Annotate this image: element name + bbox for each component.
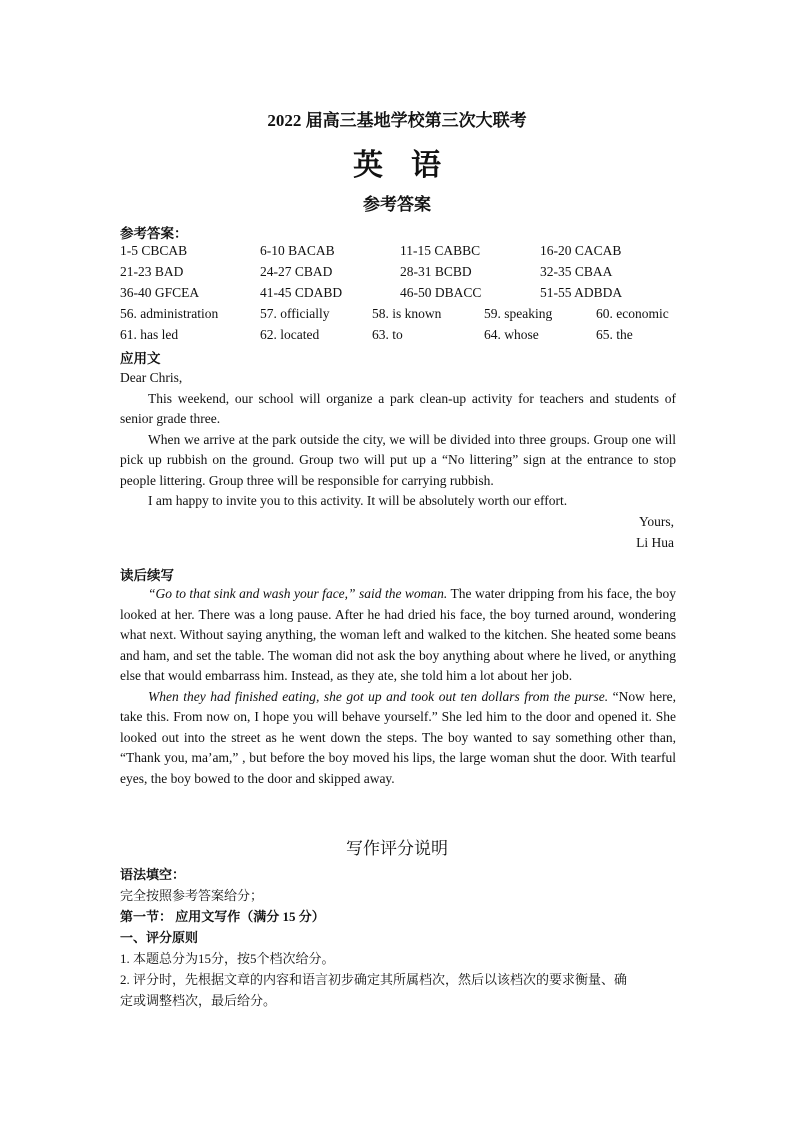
scoring-title: 写作评分说明 (346, 839, 448, 858)
rule-item: 2. 评分时，先根据文章的内容和语言初步确定其所属档次，然后以该档次的要求衡量、确 (120, 972, 628, 987)
answer-cell: 11-15 CABBC (400, 243, 481, 258)
answer-row (120, 306, 690, 327)
continuation-label: 读后续写 (120, 568, 174, 583)
grammar-text: 完全按照参考答案给分； (120, 888, 264, 903)
answer-cell: 60. economic (596, 306, 669, 321)
principles-heading: 一、评分原则 (120, 930, 199, 945)
exam-title: 2022 届高三基地学校第三次大联考 (267, 111, 527, 130)
continuation-opening-sentence: When they had finished eating, she got up and took out ten dollars from the purse. (148, 688, 609, 704)
answer-row (120, 243, 690, 264)
continuation-body (120, 584, 676, 789)
answer-row (120, 285, 690, 306)
answer-cell: 58. is known (372, 306, 442, 321)
letter-greeting: Dear Chris, (120, 370, 183, 385)
answer-row (120, 327, 690, 348)
continuation-text: The water dripping from his face, the boy looked at her. There was a long pause. After he had dried his face, the boy turned around, wondering what next. Without saying anything, the woman left and walked to the kitchen. She heated some beans and ham, and set the table. The woman did not ask the boy anything about where he lived, or anything else that would embarrass him. Instead, as they ate, she told him a lot about her job. (120, 586, 676, 683)
answer-cell: 57. officially (260, 306, 330, 321)
continuation-opening-sentence: “Go to that sink and wash your face,” said the woman. (148, 586, 448, 601)
answer-row (120, 264, 690, 285)
letter-paragraph: This weekend, our school will organize a park clean-up activity for teachers and students of senior grade three. (120, 390, 676, 426)
answer-cell: 41-45 CDABD (260, 285, 343, 300)
answer-cell: 1-5 CBCAB (120, 243, 188, 258)
answer-cell: 6-10 BACAB (260, 243, 335, 258)
continuation-paragraph (120, 687, 676, 790)
answers-label: 参考答案： (120, 226, 188, 241)
letter-paragraph: When we arrive at the park outside the city, we will be divided into three groups. Group one will pick up rubbish on the ground. Group two will put up a “No littering” sign at the entrance to stop people littering. Group three will be responsible for carrying rubbish. (120, 431, 676, 488)
letter-paragraph: I am happy to invite you to this activity. It will be absolutely worth our effort. (148, 493, 568, 508)
answer-cell: 32-35 CBAA (540, 264, 613, 279)
answer-cell: 21-23 BAD (120, 264, 184, 279)
section-one-heading: 第一节： 应用文写作（满分 15 分） (120, 909, 325, 924)
answer-cell: 56. administration (120, 306, 219, 321)
grammar-label: 语法填空： (120, 867, 186, 882)
answer-cell: 51-55 ADBDA (540, 285, 623, 300)
applied-writing-label: 应用文 (120, 351, 161, 366)
subject-title: 英语 (353, 149, 469, 182)
rule-item: 1. 本题总分为15分，按5个档次给分。 (120, 951, 335, 966)
answer-heading: 参考答案 (363, 195, 431, 214)
answer-cell: 61. has led (120, 327, 179, 342)
letter-signature: Li Hua (636, 535, 674, 550)
answer-cell: 24-27 CBAD (260, 264, 333, 279)
answer-cell: 65. the (596, 327, 633, 342)
letter-closing: Yours, (638, 514, 674, 529)
answer-cell: 64. whose (484, 327, 539, 342)
answer-cell: 46-50 DBACC (400, 285, 482, 300)
letter-body (120, 368, 676, 512)
answer-cell: 28-31 BCBD (400, 264, 472, 279)
answer-grid (120, 243, 690, 348)
continuation-text: “Now here, take this. From now on, I hope you will behave yourself.” She led him to the door and opened it. She looked out into the street as he went down the steps. The boy wanted to say something other than, “Thank you, ma’am,” , but before the boy moved his lips, the large woman shut the door. With tearful eyes, the boy bowed to the door and skipped away. (120, 688, 676, 786)
answer-cell: 62. located (260, 327, 320, 342)
continuation-paragraph (120, 584, 676, 687)
rule-item-continued: 定或调整档次，最后给分。 (120, 993, 277, 1008)
answer-cell: 63. to (372, 327, 403, 342)
answer-cell: 59. speaking (484, 306, 553, 321)
answer-cell: 16-20 CACAB (540, 243, 622, 258)
answer-cell: 36-40 GFCEA (120, 285, 200, 300)
